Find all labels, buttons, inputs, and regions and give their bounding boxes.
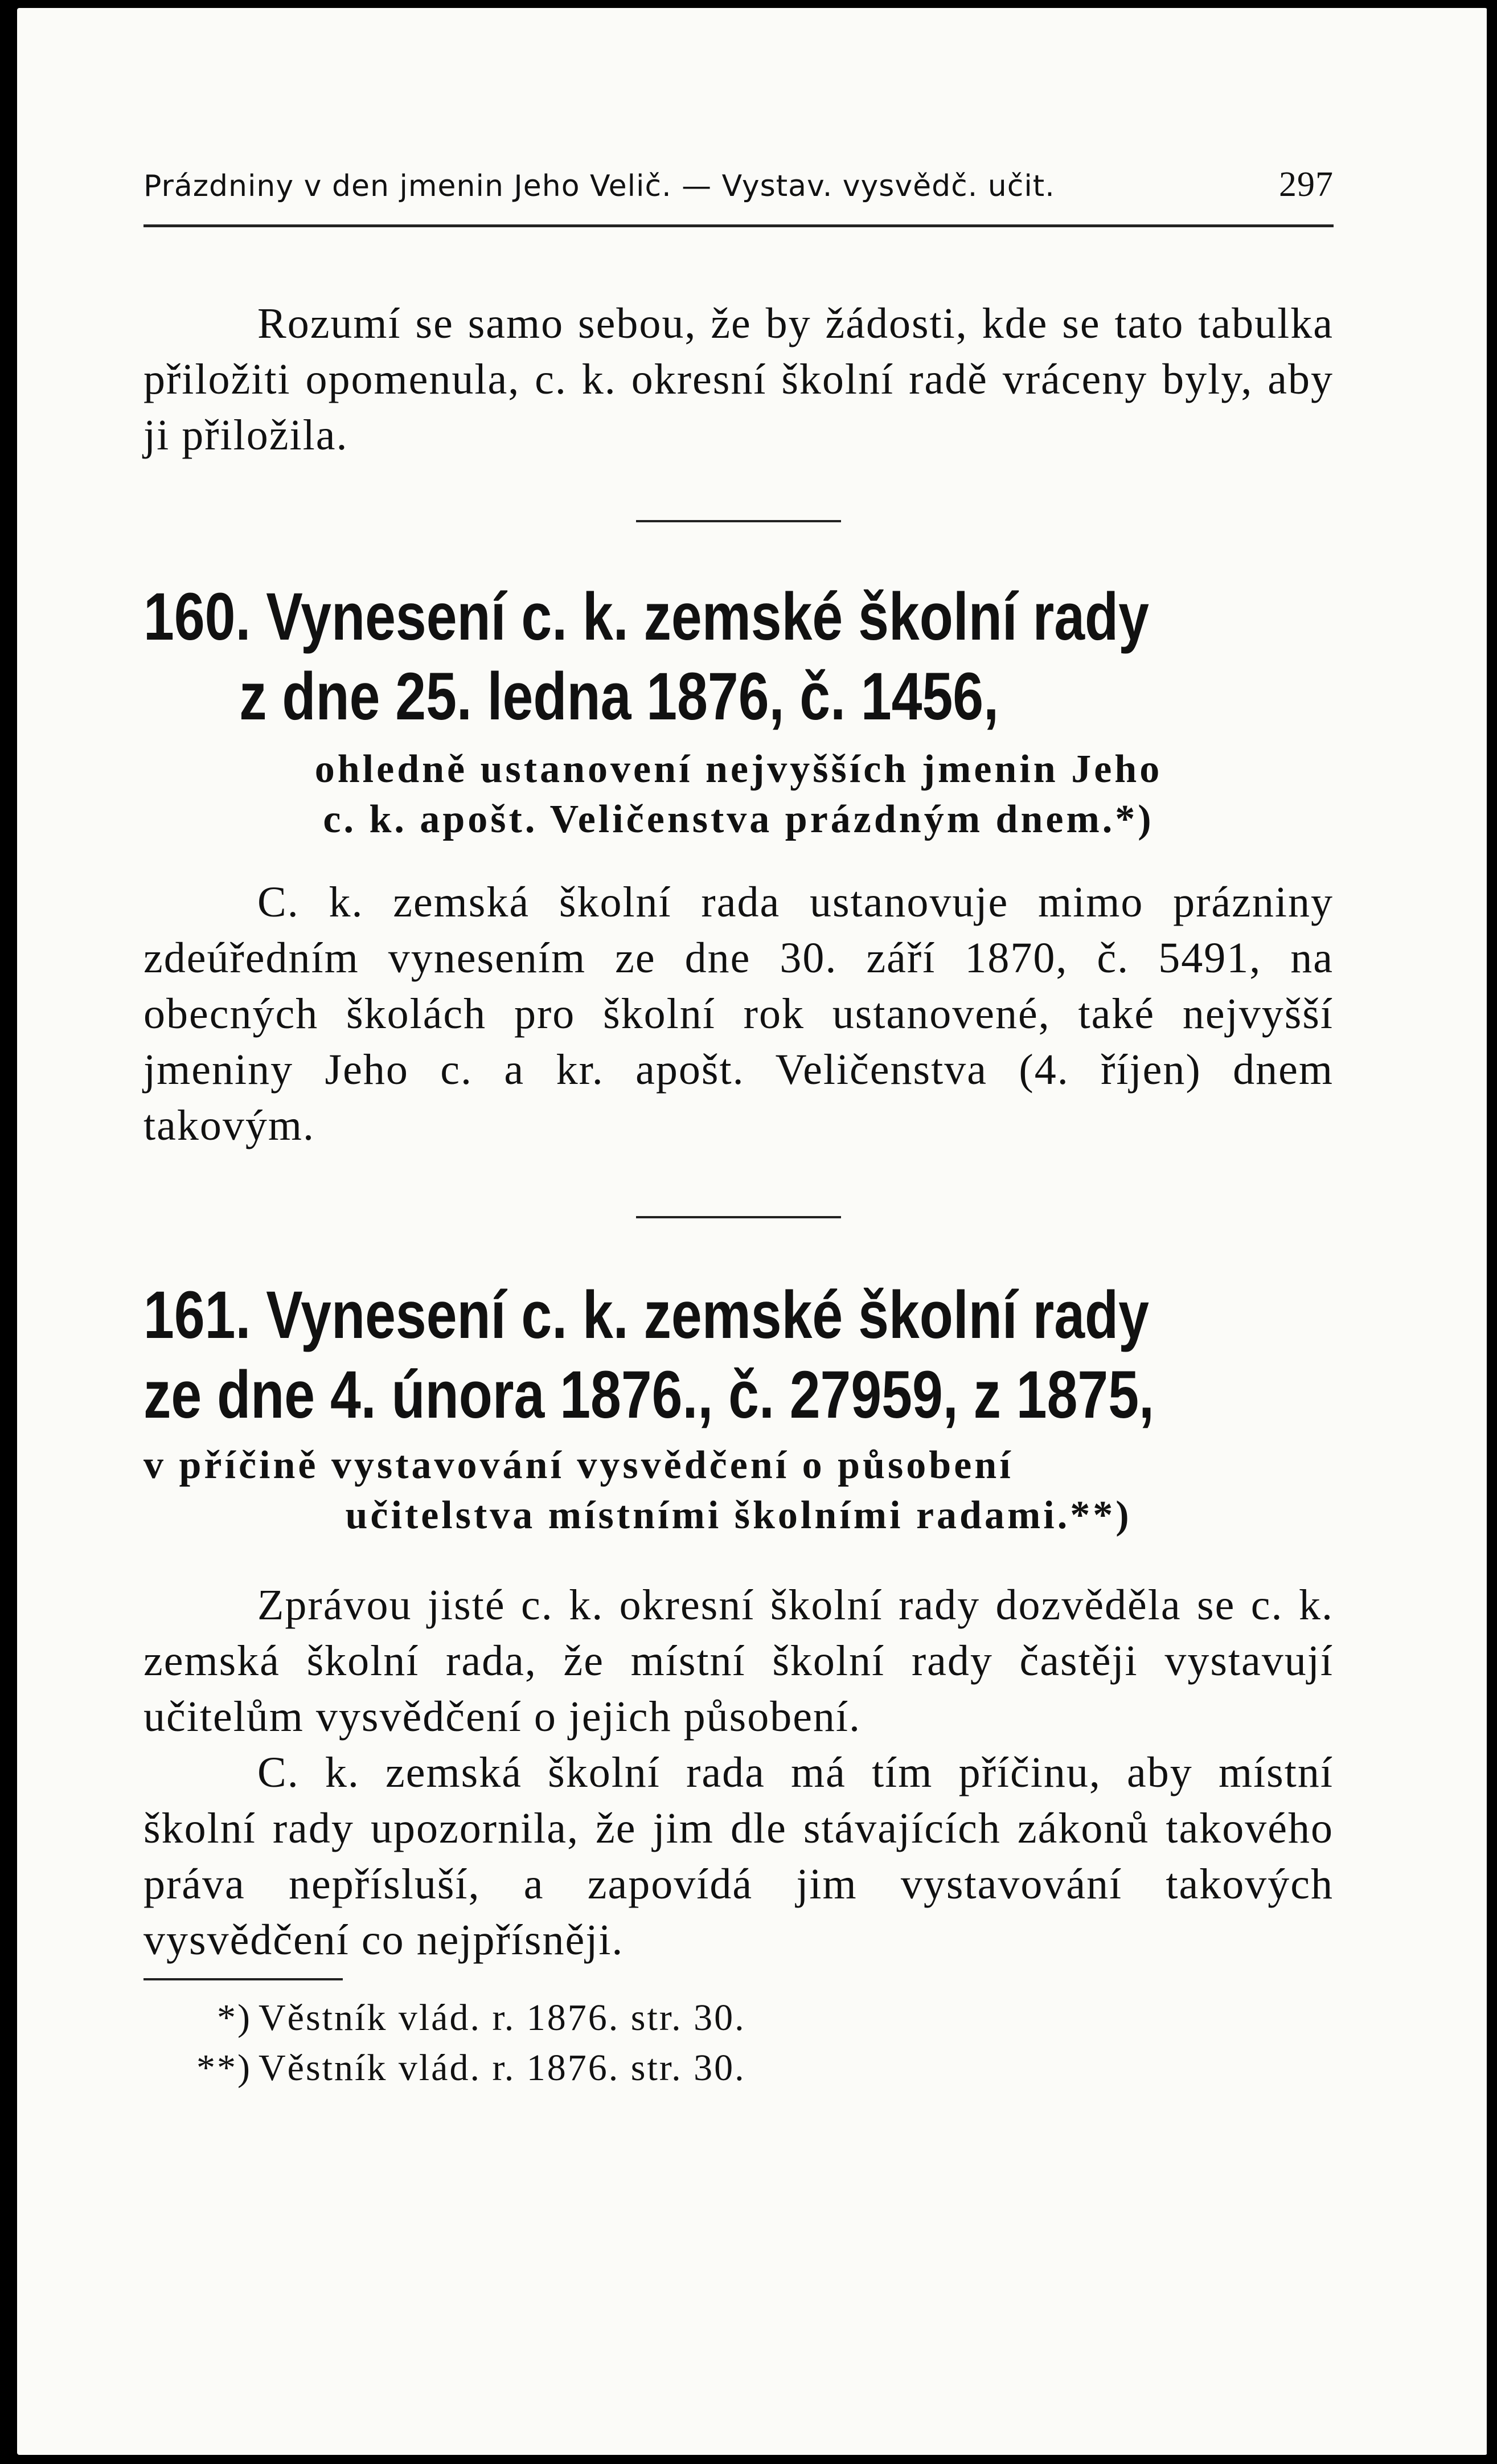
running-head-title: Prázdniny v den jmenin Jeho Velič. — Vystav. vysvědč. učit. (143, 169, 1055, 203)
section-160-subheading-cont: c. k. apošt. Veličenstva prázdným dnem.*) (323, 797, 1154, 841)
section-161-subheading-cont: učitelstva místními školními radami.**) (345, 1493, 1132, 1537)
section-160-heading-date: z dne 25. ledna 1876, č. 1456, (239, 659, 999, 734)
running-head (143, 162, 1334, 207)
section-161-subheading: v příčině vystavování vysvědčení o působení (143, 1443, 1014, 1487)
footnote-text: Věstník vlád. r. 1876. str. 30. (259, 1997, 746, 2039)
intro-paragraph: Rozumí se samo sebou, že by žádosti, kde se tato tabulka přiložiti opomenula, c. k. okresní školní radě vráceny byly, aby ji přiložila. (143, 300, 1334, 459)
section-160-subheading: ohledně ustanovení nejvyšších jmenin Jeho (314, 747, 1163, 791)
section-161-body-1: Zprávou jisté c. k. okresní školní rady dozvěděla se c. k. zemská školní rada, že místní školní rady častěji vystavují učitelům vysvědčení o jejich působení. (143, 1581, 1334, 1741)
book-page (17, 8, 1487, 2455)
footnote (143, 2043, 1334, 2093)
section-161 (143, 1275, 1334, 1968)
scan-edge (1487, 0, 1497, 2464)
section-161-heading-date: ze dne 4. února 1876., č. 27959, z 1875, (143, 1357, 1154, 1432)
footnote-mark: *) (217, 1997, 252, 2039)
page-number: 297 (1279, 165, 1334, 204)
section-160 (143, 577, 1334, 1153)
footnote-mark: **) (196, 2047, 252, 2089)
section-161-body-2: C. k. zemská školní rada má tím příčinu, aby místní školní rady upozornila, že jim dle stávajících zákonů takového práva nepřísluší, a zapovídá jim vystavování takových vysvědčení co nejpřísněji. (143, 1749, 1334, 1964)
section-160-heading: 160. Vynesení c. k. zemské školní rady (143, 579, 1149, 654)
footnotes (143, 1993, 1334, 2093)
footnote-text: Věstník vlád. r. 1876. str. 30. (259, 2047, 746, 2089)
page-content (143, 162, 1334, 2093)
footnote (143, 1993, 1334, 2043)
section-160-body: C. k. zemská školní rada ustanovuje mimo prázniny zdeúředním vynesením ze dne 30. září 1870, č. 5491, na obecných školách pro školní rok ustanovené, také nejvyšší jmeniny Jeho c. a kr. apošt. Veličenstva (4. říjen) dnem takovým. (143, 878, 1334, 1149)
section-161-heading: 161. Vynesení c. k. zemské školní rady (143, 1278, 1149, 1353)
